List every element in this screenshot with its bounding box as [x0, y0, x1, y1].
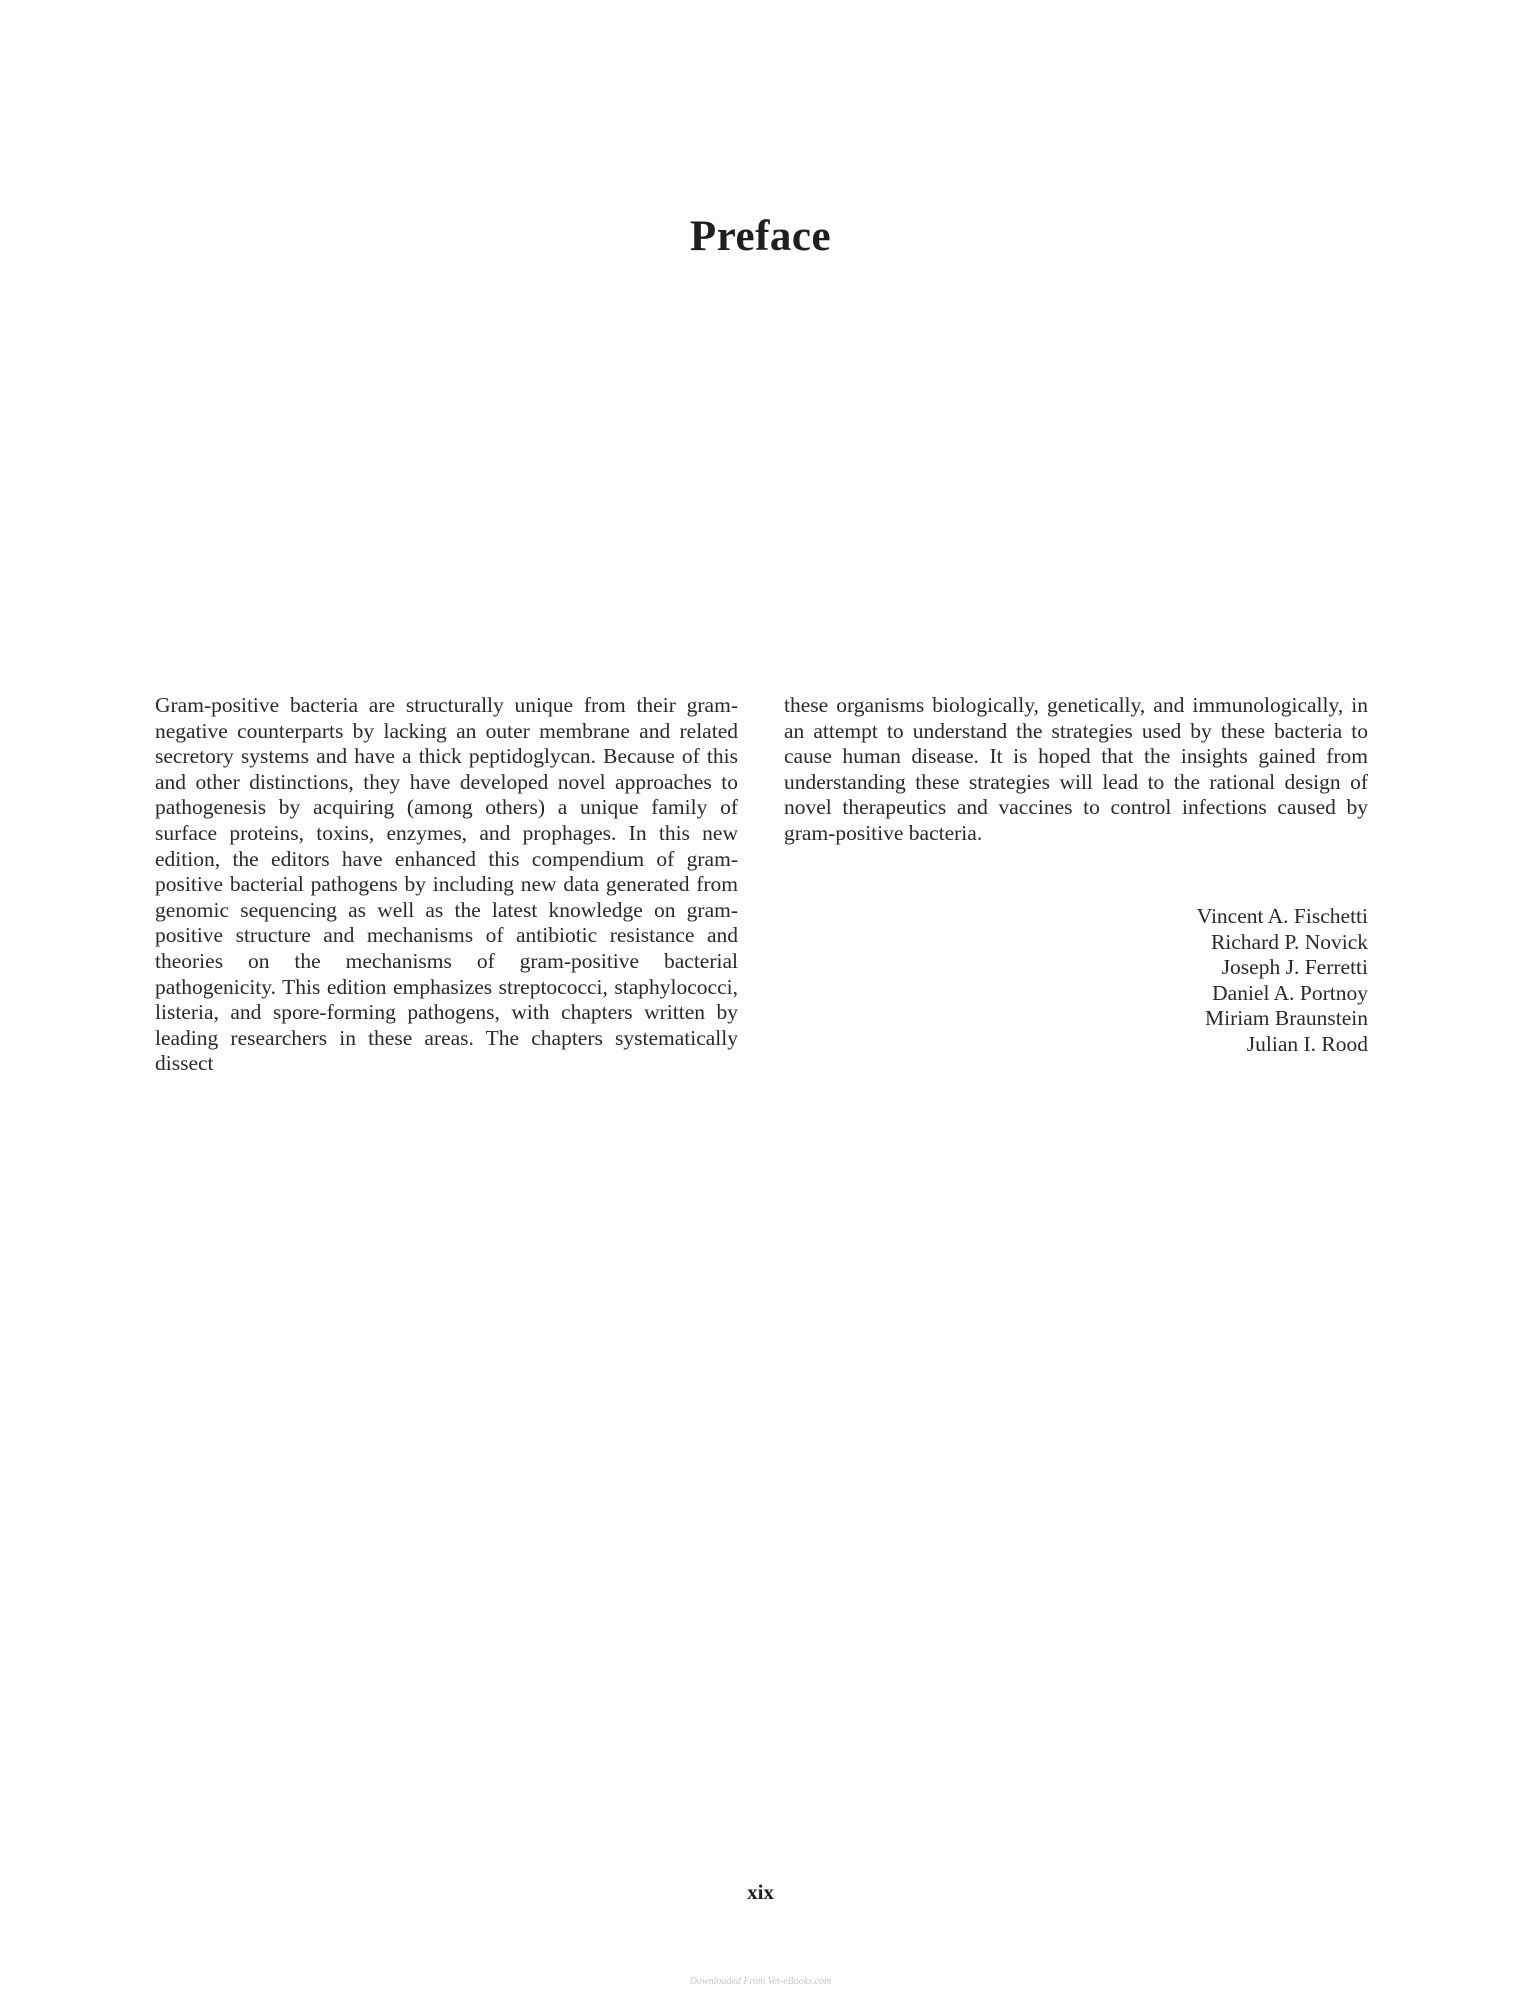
- page-title: Preface: [689, 213, 832, 260]
- editor-name: Joseph J. Ferretti: [1221, 955, 1368, 980]
- editor-name: Daniel A. Portnoy: [1212, 980, 1368, 1005]
- editor-name: Vincent A. Fischetti: [1196, 904, 1368, 928]
- download-watermark: Downloaded From Vet-eBooks.com: [689, 1976, 832, 1987]
- preface-text-right-column: these organisms biologically, genetically, and immunologically, in an attempt to understand the strategies used by these bacteria to cause human disease. It is hoped that the insights gained from understanding these strategies will lead to the rational design of novel therapeutics and vaccines to control infections caused by gram-positive bacteria.: [784, 693, 1368, 845]
- editor-name: Julian I. Rood: [1246, 1031, 1368, 1056]
- editor-signatures: [968, 904, 1368, 1058]
- editor-name: Miriam Braunstein: [1204, 1006, 1368, 1031]
- preface-text-left-column: Gram-positive bacteria are structurally unique from their gram-negative counterparts by lacking an outer membrane and related secretory systems and have a thick peptidoglycan. Because of this and other distinctions, they have developed novel approaches to pathogenesis by acquiring (among others) a unique family of surface proteins, toxins, enzymes, and prophages. In this new edition, the editors have enhanced this compendium of gram-positive bacterial pathogens by including new data generated from genomic sequencing as well as the latest knowledge on gram-positive structure and mechanisms of antibiotic resistance and theories on the mechanisms of gram-positive bacterial pathogenicity. This edition emphasizes streptococci, staphylococci, listeria, and spore-forming pathogens, with chapters written by leading researchers in these areas. The chapters systematically dissect: [155, 693, 738, 1076]
- page-number: xix: [747, 1880, 774, 1904]
- editor-name: Richard P. Novick: [1210, 929, 1368, 954]
